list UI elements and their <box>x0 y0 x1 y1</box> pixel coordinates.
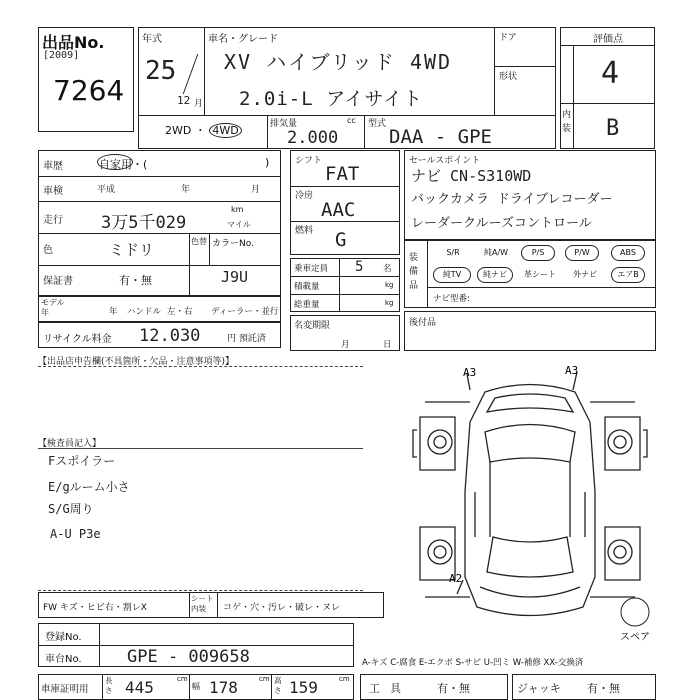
equip-ps: P/S <box>521 245 555 261</box>
fuel-value: G <box>335 229 347 251</box>
model-value: DAA - GPE <box>389 126 492 148</box>
inspection-year: 年 <box>181 185 191 195</box>
seat-text: コゲ・穴・汚レ・破レ・ヌレ <box>223 603 341 613</box>
name-change-day: 日 <box>383 340 392 350</box>
tools-row <box>360 674 508 700</box>
seat-label: シート内装 <box>191 594 214 613</box>
inspector-label: 【検査員記入】 <box>38 439 102 449</box>
aircon-value: AAC <box>321 199 356 221</box>
name-change-month: 月 <box>341 340 350 350</box>
inspector-line-2: E/gルーム小さ <box>48 480 130 494</box>
recycle-label: リサイクル料金 <box>43 334 112 345</box>
year-value: 25 <box>145 56 177 86</box>
fw-row <box>38 592 384 618</box>
sales-point-1: ナビ CN-S310WD <box>411 167 532 185</box>
warranty-label: 保証書 <box>43 276 73 287</box>
shape-label: 形状 <box>499 72 518 82</box>
sales-point-3: レーダークルーズコントロール <box>411 216 592 231</box>
length-value: 445 <box>125 678 154 697</box>
name-change-label: 名変期限 <box>294 321 331 331</box>
color-change-label: 色替 <box>191 237 207 246</box>
aircon-label: 冷房 <box>295 191 314 201</box>
car-grade: 2.0i-L アイサイト <box>239 88 424 110</box>
fuel-label: 燃料 <box>295 226 314 236</box>
mileage-value: 3万5千029 <box>101 213 187 233</box>
model-misc-row <box>38 296 281 322</box>
equip-ext-navi: 外ナビ <box>573 270 597 279</box>
registration-label: 登録No. <box>45 632 82 643</box>
capacity-label: 乗車定員 <box>294 264 329 274</box>
height-unit: cm <box>339 675 350 683</box>
width-unit: cm <box>259 675 270 683</box>
capacity-value: 5 <box>355 259 364 275</box>
recycle-row <box>38 322 281 348</box>
equipment-box <box>404 240 656 308</box>
mileage-label: 走行 <box>43 215 63 226</box>
inspector-line-3: S/G周り <box>48 502 94 516</box>
drive-4wd: 4WD <box>209 123 241 138</box>
score-value: 4 <box>601 56 620 91</box>
equip-tv: 純TV <box>433 267 471 283</box>
car-damage-diagram <box>405 362 655 642</box>
handle-value: 左・右 <box>167 307 193 317</box>
weight-unit: kg <box>385 299 394 307</box>
cc-label: cc <box>347 116 356 125</box>
score-box <box>560 27 655 149</box>
month-unit: 月 <box>194 99 204 109</box>
displacement-label: 排気量 <box>270 119 298 129</box>
equipment-label: 装備品 <box>409 253 419 291</box>
chassis-label: 車台No. <box>45 654 82 665</box>
recycle-unit: 円 預託済 <box>227 334 266 344</box>
weight-label: 総重量 <box>294 300 320 310</box>
width-label: 幅 <box>192 682 200 691</box>
height-label: 高さ <box>274 676 282 695</box>
history-circle <box>97 154 133 170</box>
equip-leather: 革シート <box>524 270 556 279</box>
mark-a3-right: A3 <box>565 364 579 377</box>
chassis-value: GPE - 009658 <box>127 647 250 667</box>
header-strip <box>215 0 615 8</box>
exhibit-year: [2009] <box>43 50 80 61</box>
width-value: 178 <box>209 678 238 697</box>
shift-value: FAT <box>325 163 360 185</box>
navi-model-label: ナビ型番: <box>433 294 470 304</box>
certificate-row <box>38 674 354 700</box>
color-code-label: カラーNo. <box>212 239 254 249</box>
jack-row <box>512 674 656 700</box>
mileage-km: km <box>231 205 244 214</box>
interior-value: B <box>606 116 620 141</box>
equip-alloy: 純A/W <box>483 248 509 257</box>
inspector-line-1: Fスポイラー <box>48 454 116 468</box>
equip-pw: P/W <box>565 245 599 261</box>
history-value: 自家用・( <box>99 158 148 171</box>
capacity-unit: 名 <box>383 264 392 274</box>
car-info-box: 年式 25 12 月 車名・グレード XV ハイブリッド 4WD 2.0i-L アイサイト ドア 形状 2WD ・ 4WD 排気量 cc 2.000 型式 DAA - GPE <box>138 27 556 149</box>
history-label: 車歴 <box>43 161 63 172</box>
equip-airbag: エアB <box>611 267 645 283</box>
length-label: 長さ <box>105 676 113 695</box>
warranty-options: 有・無 <box>119 274 152 287</box>
history-close: ) <box>265 156 270 169</box>
score-label: 評価点 <box>593 34 623 45</box>
inspection-label: 車検 <box>43 186 63 197</box>
sales-points-label: セールスポイント <box>409 156 481 166</box>
model-label: 型式 <box>368 119 387 129</box>
exhibitor-notes-label: 【出品店申告欄(不具箇所・欠品・注意事項等)】 <box>38 357 235 367</box>
model-year-unit: 年 <box>109 307 118 317</box>
fw-label: FW キズ・ヒビ右・割レX <box>43 603 147 613</box>
equip-abs: ABS <box>611 245 645 261</box>
height-value: 159 <box>289 678 318 697</box>
car-name: XV ハイブリッド 4WD <box>224 50 453 74</box>
tools-options: 有・無 <box>437 682 470 695</box>
color-code: J9U <box>221 268 249 286</box>
sales-point-2: バックカメラ ドライブレコーダー <box>411 192 613 207</box>
displacement-value: 2.000 <box>287 128 339 148</box>
aftermarket-box <box>404 311 656 351</box>
doors-label: ドア <box>499 33 517 43</box>
model-year-label: モデル年 <box>41 298 65 317</box>
sales-points-box <box>404 150 656 240</box>
month-value: 12 <box>177 94 191 107</box>
year-label: 年式 <box>142 34 162 45</box>
shift-label: シフト <box>295 156 323 166</box>
equip-sr: S/R <box>446 248 460 257</box>
aftermarket-label: 後付品 <box>409 318 437 328</box>
jack-label: ジャッキ <box>517 682 561 695</box>
registration-box <box>38 623 354 667</box>
inspector-line-4: A-U P3e <box>50 527 101 541</box>
load-label: 積載量 <box>294 282 320 292</box>
dealer-value: ディーラー・並行 <box>211 307 279 317</box>
interior-label: 内装 <box>562 110 572 134</box>
inspection-month: 月 <box>251 185 261 195</box>
inspection-era: 平成 <box>97 185 116 195</box>
recycle-value: 12.030 <box>139 326 201 346</box>
exhibit-no-label: 出品No. <box>42 33 105 52</box>
name-change-box <box>290 315 400 351</box>
load-unit: kg <box>385 281 394 289</box>
color-label: 色 <box>43 245 53 256</box>
jack-options: 有・無 <box>587 682 620 695</box>
length-unit: cm <box>177 675 188 683</box>
spare-label: スペア <box>620 632 650 642</box>
car-name-label: 車名・グレード <box>208 34 278 45</box>
drive-2wd: 2WD <box>165 124 192 137</box>
exhibit-no-box <box>38 27 134 132</box>
certificate-label: 車庫証明用 <box>41 684 89 695</box>
equip-navi: 純ナビ <box>477 267 513 283</box>
mileage-mile: マイル <box>227 220 251 229</box>
mark-a3-left: A3 <box>463 366 477 379</box>
mark-a2: A2 <box>449 572 463 585</box>
tools-label: 工具 <box>369 682 411 695</box>
shift-box <box>290 150 400 255</box>
spec-table <box>38 150 281 296</box>
exhibit-no-value: 7264 <box>53 74 125 107</box>
capacity-box <box>290 258 400 312</box>
damage-legend: A-キズ C-腐食 E-エクボ S-サビ U-凹ミ W-補修 XX-交換済 <box>362 658 584 668</box>
handle-label: ハンドル <box>127 307 162 317</box>
color-value: ミドリ <box>109 241 155 259</box>
